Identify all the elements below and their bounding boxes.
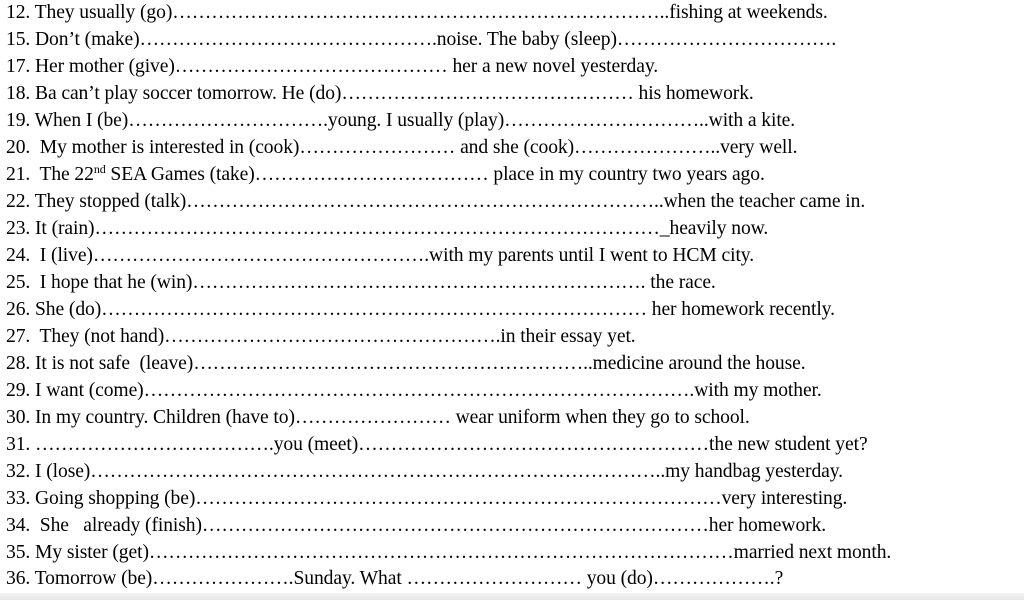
item-text: In my country. Children (have to)…………………… wear uniform when they go to school. [30, 407, 750, 428]
exercise-line-35 [6, 540, 891, 566]
item-number: 21. [6, 164, 31, 185]
item-number: 17. [6, 56, 31, 77]
item-number: 20. [6, 137, 31, 158]
item-number: 12. [6, 2, 31, 23]
item-number: 23. [6, 218, 31, 239]
item-number: 29. [6, 380, 31, 401]
item-text: Don’t (make)……………………………………….noise. The baby (sleep)……………………………. [30, 29, 837, 50]
item-number: 25. [6, 272, 31, 293]
exercise-line-28 [6, 351, 806, 377]
item-number: 36. [6, 568, 31, 589]
exercise-line-26 [6, 297, 835, 323]
exercise-line-25 [6, 270, 716, 296]
item-text: ……………………………….you (meet)………………………………………………the new student yet? [30, 434, 868, 455]
item-number: 34. [6, 515, 31, 536]
item-text: Tomorrow (be)………………….Sunday. What ……………………… you (do)……………….? [30, 568, 784, 589]
item-text-rest: SEA Games (take)……………………………… place in my country two years ago. [105, 164, 765, 185]
item-number: 30. [6, 407, 31, 428]
exercise-line-30 [6, 405, 750, 431]
item-text: Ba can’t play soccer tomorrow. He (do)……………………………………… his homework. [30, 83, 754, 104]
item-text: They (not hand)…………………………………………….in their essay yet. [30, 326, 636, 347]
item-number: 26. [6, 299, 31, 320]
exercise-line-32 [6, 459, 843, 485]
exercise-line-20 [6, 135, 797, 161]
item-number: 22. [6, 191, 31, 212]
item-number: 33. [6, 488, 31, 509]
exercise-line-22 [6, 189, 865, 215]
exercise-line-27 [6, 324, 636, 350]
exercise-line-31 [6, 432, 868, 458]
ordinal-suffix: nd [93, 162, 106, 176]
exercise-line-33 [6, 486, 847, 512]
exercise-line-29 [6, 378, 822, 404]
item-number: 27. [6, 326, 31, 347]
bottom-edge-strip [0, 593, 1024, 600]
item-text: I (live)…………………………………………….with my parents until I went to HCM city. [30, 245, 755, 266]
exercise-line-17 [6, 54, 658, 80]
item-text: My mother is interested in (cook)…………………… and she (cook)…………………..very well. [30, 137, 798, 158]
item-number: 32. [6, 461, 31, 482]
item-number: 28. [6, 353, 31, 374]
exercise-line-36 [6, 566, 783, 592]
item-text: Her mother (give)…………………………………… her a new novel yesterday. [30, 56, 659, 77]
item-text: I want (come)………………………………………………………………………….with my mother. [30, 380, 822, 401]
item-text: The 22 [30, 164, 94, 185]
item-number: 35. [6, 542, 31, 563]
item-text: They usually (go)…………………………………………………………………..fishing at weekends. [30, 2, 828, 23]
item-number: 24. [6, 245, 31, 266]
exercise-line-24 [6, 243, 754, 269]
item-text: She (do)………………………………………………………………………… her homework recently. [30, 299, 835, 320]
exercise-line-34 [6, 513, 826, 539]
item-text: It (rain)……………………………………………………………………………_heavily now. [30, 218, 769, 239]
item-number: 31. [6, 434, 31, 455]
item-number: 15. [6, 29, 31, 50]
item-text: They stopped (talk)………………………………………………………………..when the teacher came in. [30, 191, 866, 212]
exercise-line-18 [6, 81, 754, 107]
item-text: I hope that he (win)……………………………………………………………. the race. [30, 272, 716, 293]
item-text: It is not safe (leave)……………………………………………………..medicine around the house. [30, 353, 806, 374]
exercise-line-21 [6, 162, 765, 188]
item-text: When I (be)………………………….young. I usually (play)…………………………..with a kite. [30, 110, 796, 131]
exercise-line-19 [6, 108, 795, 134]
exercise-line-12 [6, 0, 828, 26]
exercise-line-23 [6, 216, 768, 242]
item-text: She already (finish)……………………………………………………………………her homework. [30, 515, 827, 536]
item-text: Going shopping (be)………………………………………………………………………very interesting. [30, 488, 848, 509]
item-number: 19. [6, 110, 31, 131]
item-number: 18. [6, 83, 31, 104]
item-text: My sister (get)………………………………………………………………………………married next month. [30, 542, 892, 563]
item-text: I (lose)……………………………………………………………………………..my handbag yesterday. [30, 461, 843, 482]
exercise-line-15 [6, 27, 836, 53]
